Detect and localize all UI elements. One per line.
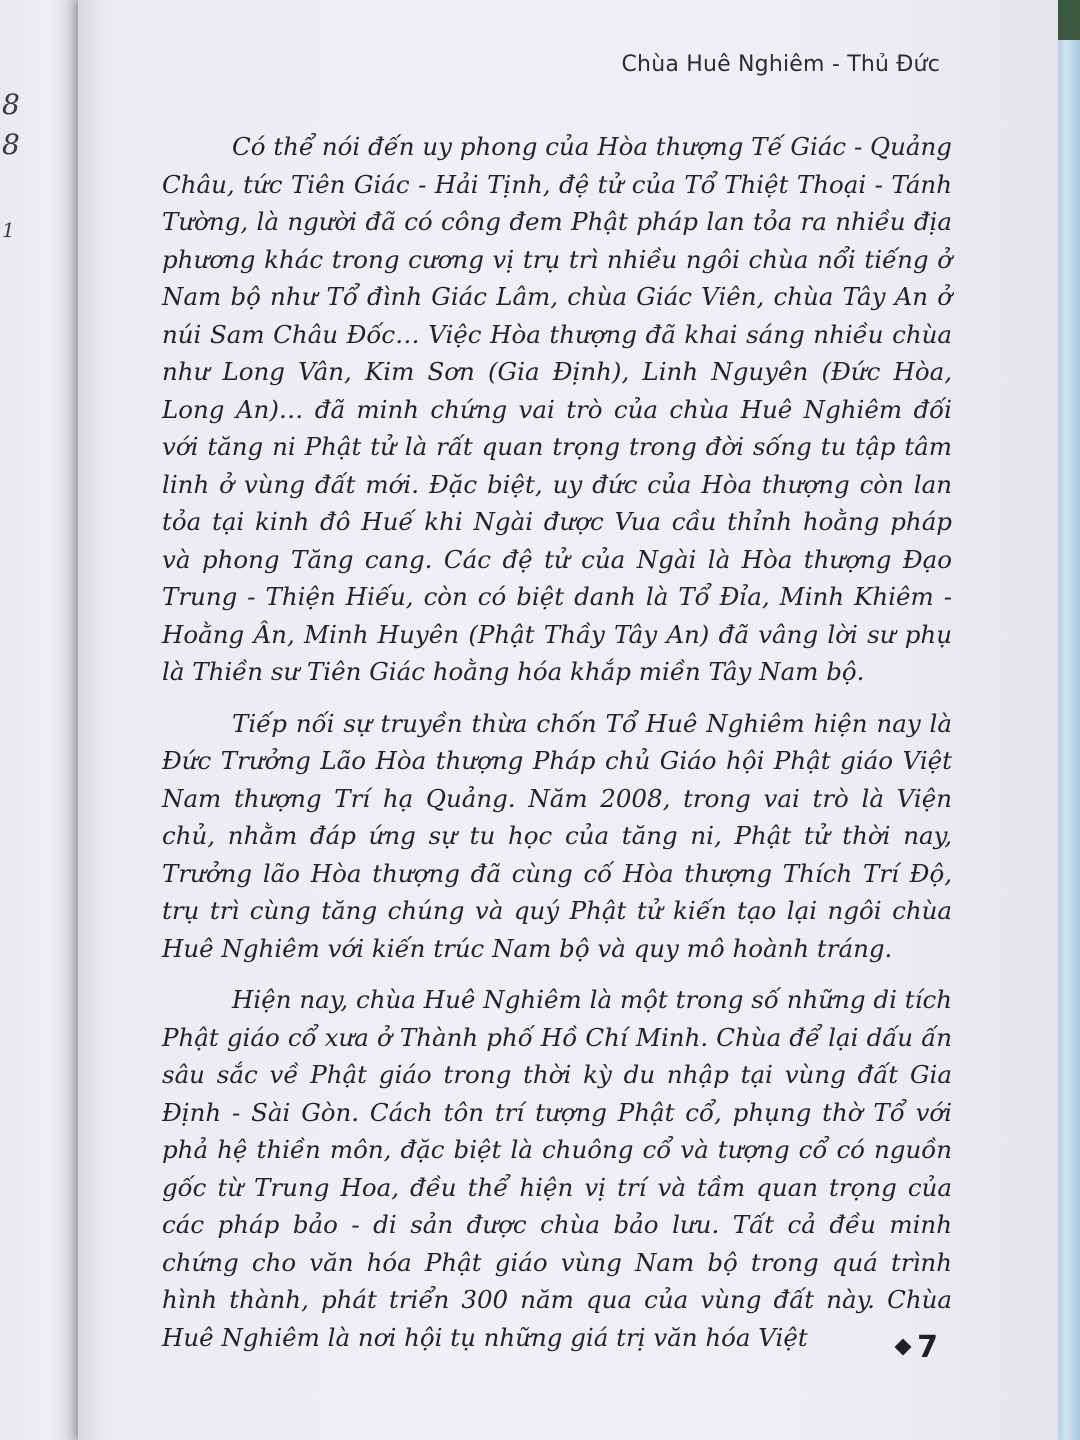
page-number [897, 1330, 938, 1365]
paragraph: Có thể nói đến uy phong của Hòa thượng Tế Giác - Quảng Châu, tức Tiên Giác - Hải Tịnh, đệ tử của Tổ Thiệt Thoại - Tánh Tường, là người đã có công đem Phật pháp lan tỏa ra nhiều địa phương khác trong cương vị trụ trì nhiều ngôi chùa nổi tiếng ở Nam bộ như Tổ đình Giác Lâm, chùa Giác Viên, chùa Tây An ở núi Sam Châu Đốc… Việc Hòa thượng đã khai sáng nhiều chùa như Long Vân, Kim Sơn (Gia Định), Linh Nguyên (Đức Hòa, Long An)… đã minh chứng vai trò của chùa Huê Nghiêm đối với tăng ni Phật tử là rất quan trọng trong đời sống tu tập tâm linh ở vùng đất mới. Đặc biệt, uy đức của Hòa thượng còn lan tỏa tại kinh đô Huế khi Ngài được Vua cầu thỉnh hoằng pháp và phong Tăng cang. Các đệ tử của Ngài là Hòa thượng Đạo Trung - Thiện Hiếu, còn có biệt danh là Tổ Đỉa, Minh Khiêm - Hoằng Ân, Minh Huyên (Phật Thầy Tây An) đã vâng lời sư phụ là Thiền sư Tiên Giác hoằng hóa khắp miền Tây Nam bộ. [162, 132, 952, 686]
running-header: Chùa Huê Nghiêm - Thủ Đức [621, 52, 940, 77]
book-page [78, 0, 1058, 1440]
facing-page-left [0, 0, 84, 1440]
paragraph: Hiện nay, chùa Huê Nghiêm là một trong số những di tích Phật giáo cổ xưa ở Thành phố Hồ Chí Minh. Chùa để lại dấu ấn sâu sắc về Phật giáo trong thời kỳ du nhập tại vùng đất Gia Định - Sài Gòn. Cách tôn trí tượng Phật cổ, phụng thờ Tổ với phả hệ thiền môn, đặc biệt là chuông cổ và tượng cổ có nguồn gốc từ Trung Hoa, đều thể hiện vị trí và tầm quan trọng của các pháp bảo - di sản được chùa bảo lưu. Tất cả đều minh chứng cho văn hóa Phật giáo vùng Nam bộ trong quá trình hình thành, phát triển 300 năm qua của vùng đất này. Chùa Huê Nghiêm là nơi hội tụ những giá trị văn hóa Việt [162, 985, 952, 1352]
facing-page-fragment: 8 [2, 88, 20, 121]
paragraph: Tiếp nối sự truyền thừa chốn Tổ Huê Nghiêm hiện nay là Đức Trưởng Lão Hòa thượng Pháp chủ Giáo hội Phật giáo Việt Nam thượng Trí hạ Quảng. Năm 2008, trong vai trò là Viện chủ, nhằm đáp ứng sự tu học của tăng ni, Phật tử thời nay, Trưởng lão Hòa thượng đã cùng cố Hòa thượng Thích Trí Độ, trụ trì cùng tăng chúng và quý Phật tử kiến tạo lại ngôi chùa Huê Nghiêm với kiến trúc Nam bộ và quy mô hoành tráng. [162, 708, 952, 963]
diamond-ornament-icon [895, 1339, 912, 1356]
facing-page-fragment: 1 [2, 218, 15, 242]
facing-page-fragment: 8 [2, 128, 20, 161]
body-text [162, 128, 952, 1356]
page-number-value: 7 [917, 1330, 938, 1365]
